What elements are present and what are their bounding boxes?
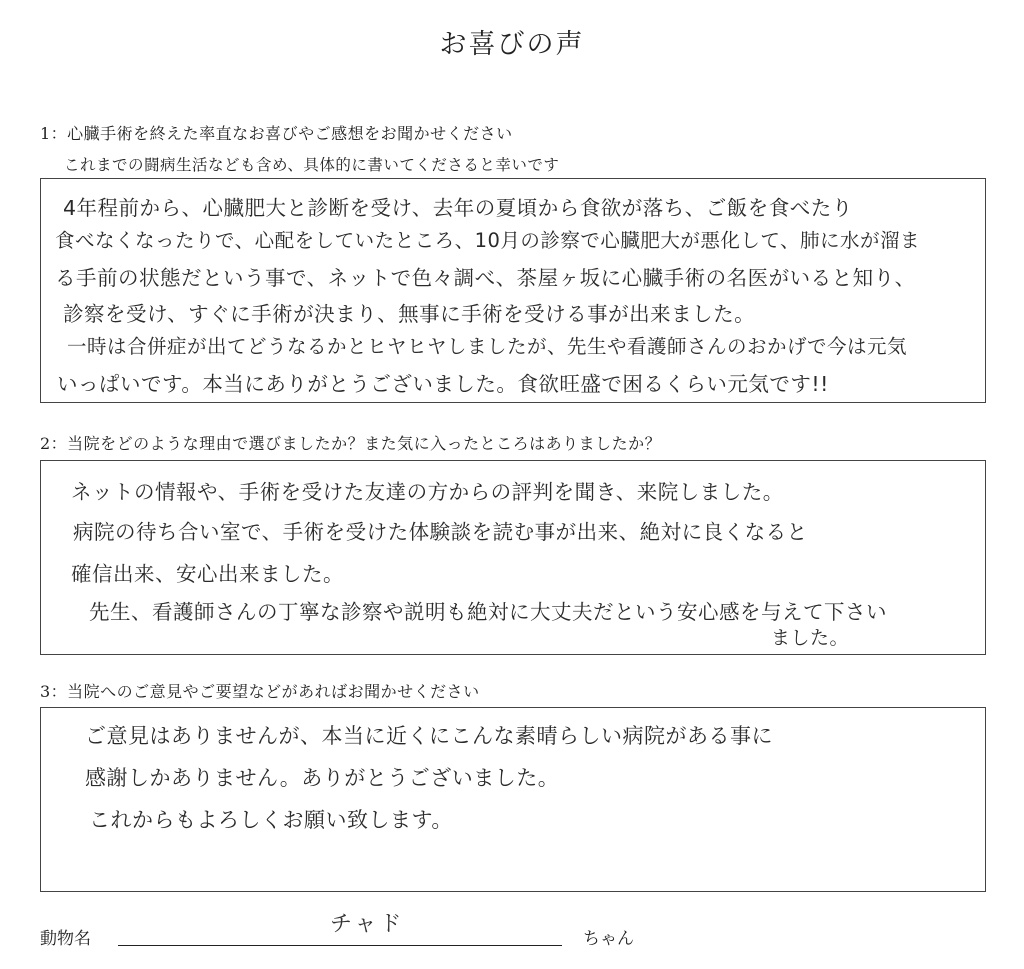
question-3-label: 3：当院へのご意見やご要望などがあればお聞かせください [40, 682, 480, 701]
answer-1-line: 診察を受け、すぐに手術が決まり、無事に手術を受ける事が出来ました。 [63, 302, 756, 326]
answer-1-line: 一時は合併症が出てどうなるかとヒヤヒヤしましたが、先生や看護師さんのおかげで今は元気 [67, 335, 908, 358]
answer-1-box [40, 178, 986, 403]
pet-name-underline [118, 945, 562, 946]
answer-2-line: 先生、看護師さんの丁寧な診察や説明も絶対に大丈夫だという安心感を与えて下さい [89, 600, 887, 624]
answer-1-line: 4年程前から、心臓肥大と診断を受け、去年の夏頃から食欲が落ち、ご飯を食べたり [63, 196, 853, 220]
answer-3-line: これからもよろしくお願い致します。 [89, 808, 453, 832]
answer-2-line: ました。 [771, 627, 850, 649]
answer-2-line: ネットの情報や、手術を受けた友達の方からの評判を聞き、来院しました。 [71, 480, 784, 504]
answer-3-line: 感謝しかありません。ありがとうございました。 [85, 766, 560, 790]
pet-name-label: 動物名 [40, 929, 91, 949]
answer-1-line: る手前の状態だという事で、ネットで色々調べ、茶屋ヶ坂に心臓手術の名医がいると知り、 [55, 266, 916, 290]
page-title: お喜びの声 [439, 29, 585, 60]
question-1-label: 1：心臓手術を終えた率直なお喜びやご感想をお聞かせください [40, 124, 513, 143]
answer-1-line: 食べなくなったりで、心配をしていたところ、10月の診察で心臓肥大が悪化して、肺に水が溜ま [55, 229, 921, 252]
pet-name-suffix: ちゃん [583, 929, 634, 949]
answer-2-line: 確信出来、安心出来ました。 [71, 562, 344, 586]
question-2-label: 2：当院をどのような理由で選びましたか？また気に入ったところはありましたか？ [40, 434, 662, 453]
answer-3-box [40, 707, 986, 892]
answer-2-line: 病院の待ち合い室で、手術を受けた体験談を読む事が出来、絶対に良くなると [73, 520, 808, 544]
question-1-subtext: これまでの闘病生活なども含め、具体的に書いてくださると幸いです [64, 156, 560, 174]
answer-2-box [40, 460, 986, 655]
pet-name-value: チャド [330, 912, 405, 937]
answer-1-line: いっぱいです。本当にありがとうございました。食欲旺盛で困るくらい元気です!! [57, 372, 829, 396]
answer-3-line: ご意見はありませんが、本当に近くにこんな素晴らしい病院がある事に [85, 724, 773, 748]
